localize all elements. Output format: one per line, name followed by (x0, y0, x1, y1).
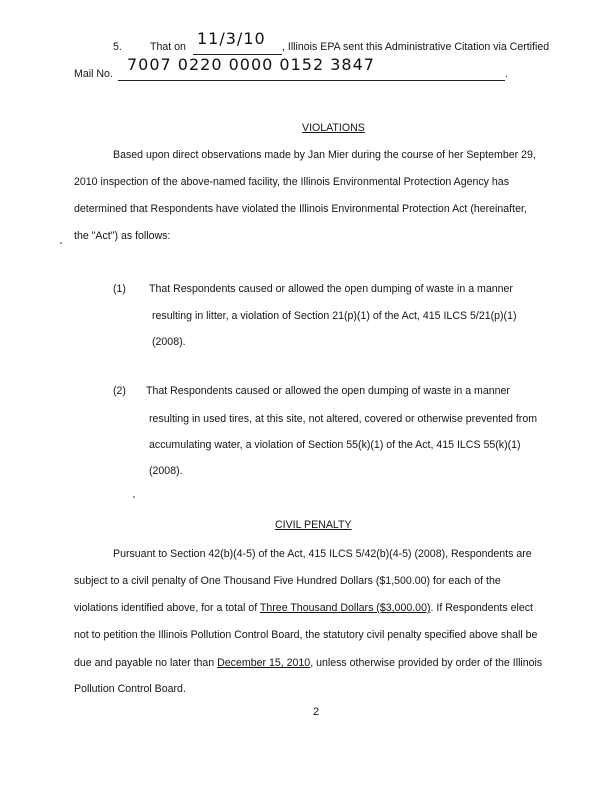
violations-heading: VIOLATIONS (302, 122, 365, 134)
violation-1-number: (1) (113, 283, 126, 295)
scan-speck (133, 496, 135, 498)
mail-no-label: Mail No. (74, 68, 113, 80)
violation-2-line-1: That Respondents caused or allowed the open dumping of waste in a manner (146, 385, 510, 397)
total-penalty-amount: Three Thousand Dollars ($3,000.00) (259, 602, 431, 614)
civil-penalty-line-5-end: , unless otherwise provided by order of the Illinois (310, 657, 543, 669)
page-number: 2 (313, 706, 320, 718)
mail-no-period: . (505, 68, 508, 80)
item5-after-date: , Illinois EPA sent this Administrative Citation via Certified (282, 41, 550, 53)
civil-penalty-heading: CIVIL PENALTY (275, 519, 352, 531)
civil-penalty-line-5-start: due and payable no later than (74, 657, 218, 669)
civil-penalty-line-5 (74, 656, 542, 670)
civil-penalty-line-3-end: . If Respondents elect (430, 602, 533, 614)
violation-1-line-2: resulting in litter, a violation of Section 21(p)(1) of the Act, 415 ILCS 5/21(p)(1) (152, 310, 517, 322)
item5-number: 5. (113, 41, 122, 53)
violation-2-line-3: accumulating water, a violation of Section 55(k)(1) of the Act, 415 ILCS 55(k)(1) (149, 439, 521, 451)
violations-intro-line-1: Based upon direct observations made by Jan Mier during the course of her September 29, (113, 149, 536, 161)
civil-penalty-line-4: not to petition the Illinois Pollution Control Board, the statutory civil penalty specified above shall be (74, 629, 538, 641)
civil-penalty-line-2: subject to a civil penalty of One Thousand Five Hundred Dollars ($1,500.00) for each of the (74, 575, 501, 587)
mail-no-underline (118, 80, 505, 81)
violation-1-line-3: (2008). (152, 336, 186, 348)
violation-2-number: (2) (113, 385, 126, 397)
violations-intro-line-4: the "Act") as follows: (74, 230, 171, 242)
civil-penalty-line-1: Pursuant to Section 42(b)(4-5) of the Act, 415 ILCS 5/42(b)(4-5) (2008), Respondents are (113, 548, 532, 560)
civil-penalty-line-3 (74, 601, 533, 615)
civil-penalty-line-3-start: violations identified above, for a total of (74, 602, 260, 614)
due-date: December 15, 2010 (217, 657, 311, 669)
handwritten-mail-number: 7007 0220 0000 0152 3847 (127, 55, 375, 74)
violation-2-line-2: resulting in used tires, at this site, not altered, covered or otherwise prevented from (149, 413, 538, 425)
violation-1-line-1: That Respondents caused or allowed the open dumping of waste in a manner (149, 283, 513, 295)
violations-intro-line-3: determined that Respondents have violated the Illinois Environmental Protection Act (hereinafter, (74, 203, 527, 215)
civil-penalty-line-6: Pollution Control Board. (74, 683, 186, 695)
violations-intro-line-2: 2010 inspection of the above-named facility, the Illinois Environmental Protection Agency has (74, 176, 509, 188)
handwritten-date: 11/3/10 (197, 29, 266, 48)
item5-that-on: That on (150, 41, 186, 53)
scan-speck (60, 242, 62, 244)
violation-2-line-4: (2008). (149, 465, 183, 477)
